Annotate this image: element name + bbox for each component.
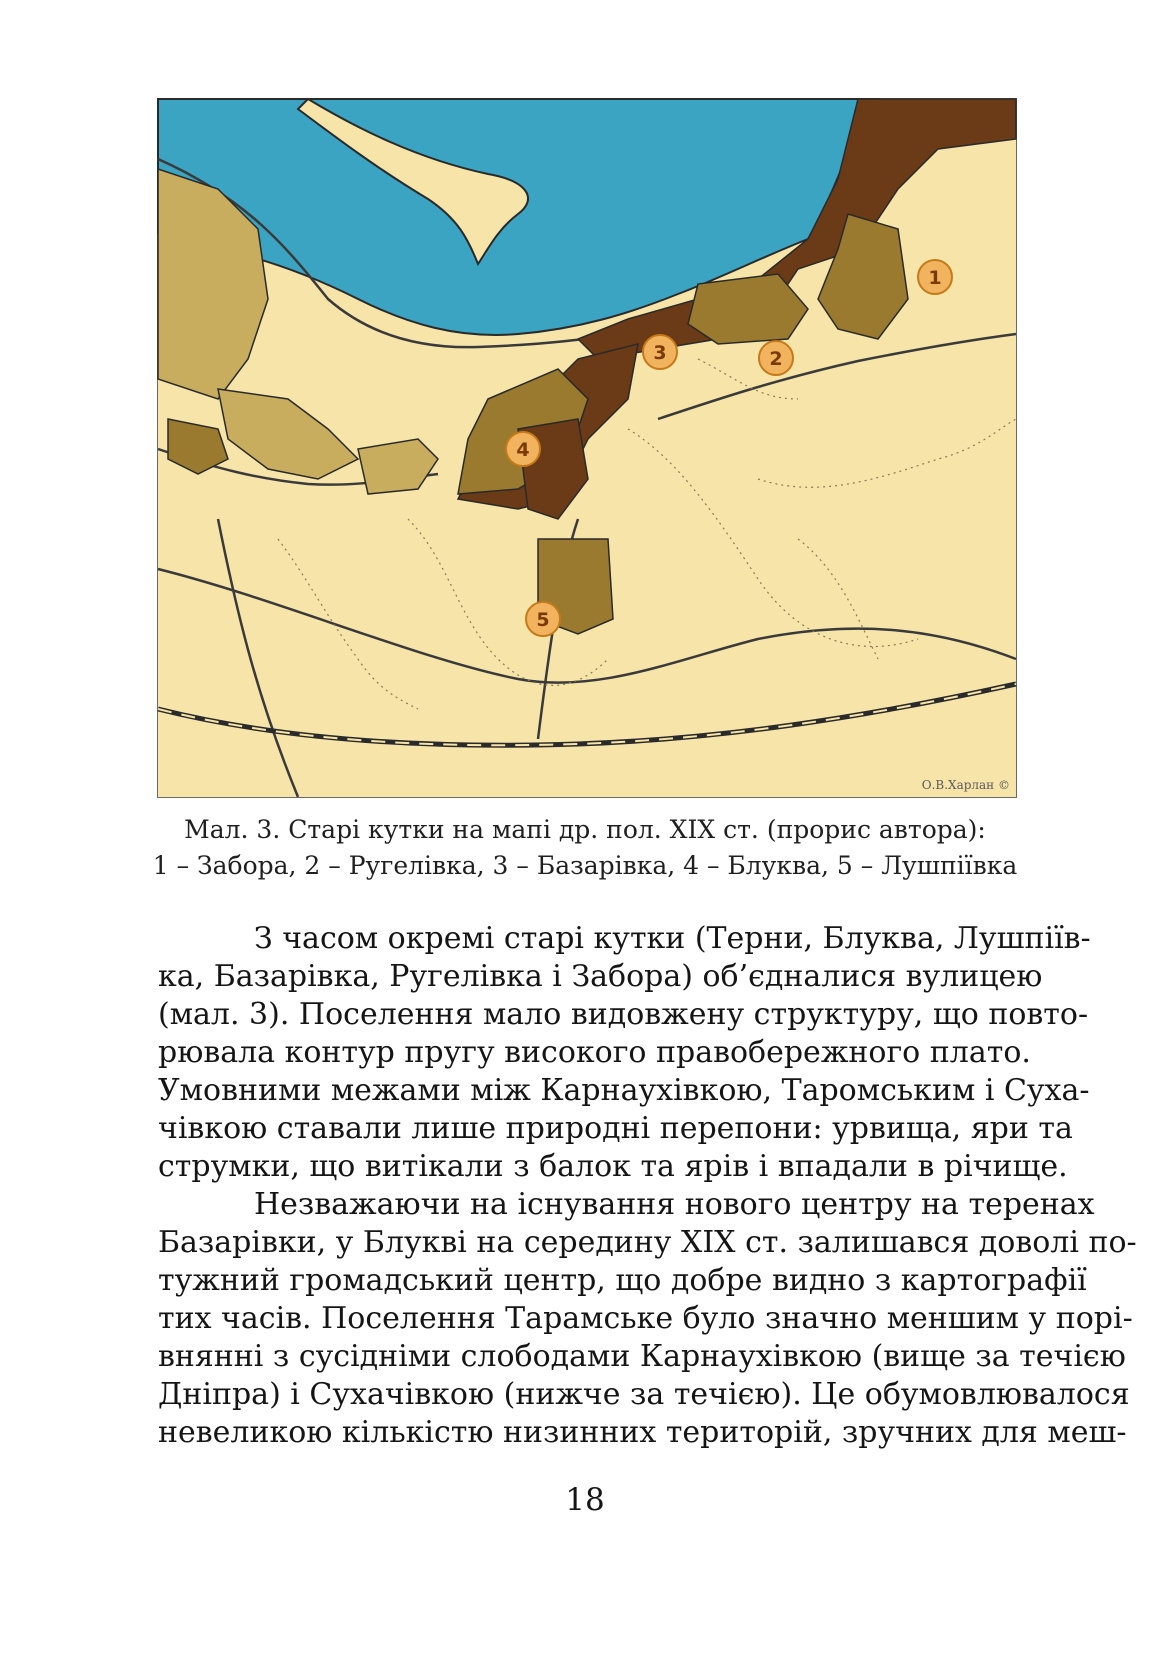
marker-4 (506, 432, 540, 466)
paragraph-2-line-6: Дніпра) і Сухачівкою (нижче за течією). Це обумовлювалося (158, 1377, 1130, 1412)
paragraph-1-line-7: струмки, що витікали з балок та ярів і впадали в річище. (158, 1149, 1068, 1184)
caption-line-2: 1 – Забора, 2 – Ругелівка, 3 – Базарівка, 4 – Блуква, 5 – Лушпіївка (152, 851, 1018, 880)
body-text (158, 920, 1137, 1452)
paragraph-2-line-5: внянні з сусідніми слободами Карнаухівкою (вище за течією (158, 1339, 1126, 1374)
paragraph-2-line-7: невеликою кількістю низинних територій, зручних для меш- (158, 1415, 1127, 1450)
marker-5-label: 5 (536, 609, 550, 631)
paragraph-1-line-5: Умовними межами між Карнаухівкою, Таромським і Суха- (158, 1073, 1090, 1108)
caption-line-1: Мал. 3. Старі кутки на мапі др. пол. XIX ст. (прорис автора): (184, 815, 986, 844)
paragraph-2-line-2: Базарівки, у Блукві на середину XIX ст. залишався доволі по- (158, 1225, 1137, 1260)
marker-2 (759, 341, 793, 375)
paragraph-1-line-2: ка, Базарівка, Ругелівка і Забора) об’єдналися вулицею (158, 959, 1043, 994)
marker-2-label: 2 (769, 348, 783, 370)
marker-4-label: 4 (516, 439, 530, 461)
map-illustration (158, 99, 1016, 797)
paragraph-1-line-6: чівкою ставали лише природні перепони: урвища, яри та (158, 1111, 1073, 1146)
map-credit: О.В.Харлан © (921, 778, 1010, 792)
page-number: 18 (565, 1482, 605, 1518)
marker-5 (526, 602, 560, 636)
paragraph-1-line-1: З часом окремі старі кутки (Терни, Блуква, Лушпіїв- (254, 921, 1091, 956)
paragraph-2-line-3: тужний громадський центр, що добре видно з картографії (158, 1263, 1087, 1298)
historical-map-figure (157, 98, 1017, 798)
paragraph-1-line-4: рювала контур пругу високого правобережного плато. (158, 1035, 1031, 1070)
marker-3-label: 3 (653, 342, 667, 364)
marker-3 (643, 335, 677, 369)
marker-1 (918, 260, 952, 294)
marker-1-label: 1 (928, 267, 942, 289)
paragraph-1-line-3: (мал. 3). Поселення мало видовжену структуру, що повто- (158, 997, 1089, 1032)
figure-caption (120, 812, 1050, 884)
paragraph-2-line-4: тих часів. Поселення Тарамське було значно меншим у порі- (158, 1301, 1133, 1336)
paragraph-2-line-1: Незважаючи на існування нового центру на теренах (254, 1187, 1095, 1222)
